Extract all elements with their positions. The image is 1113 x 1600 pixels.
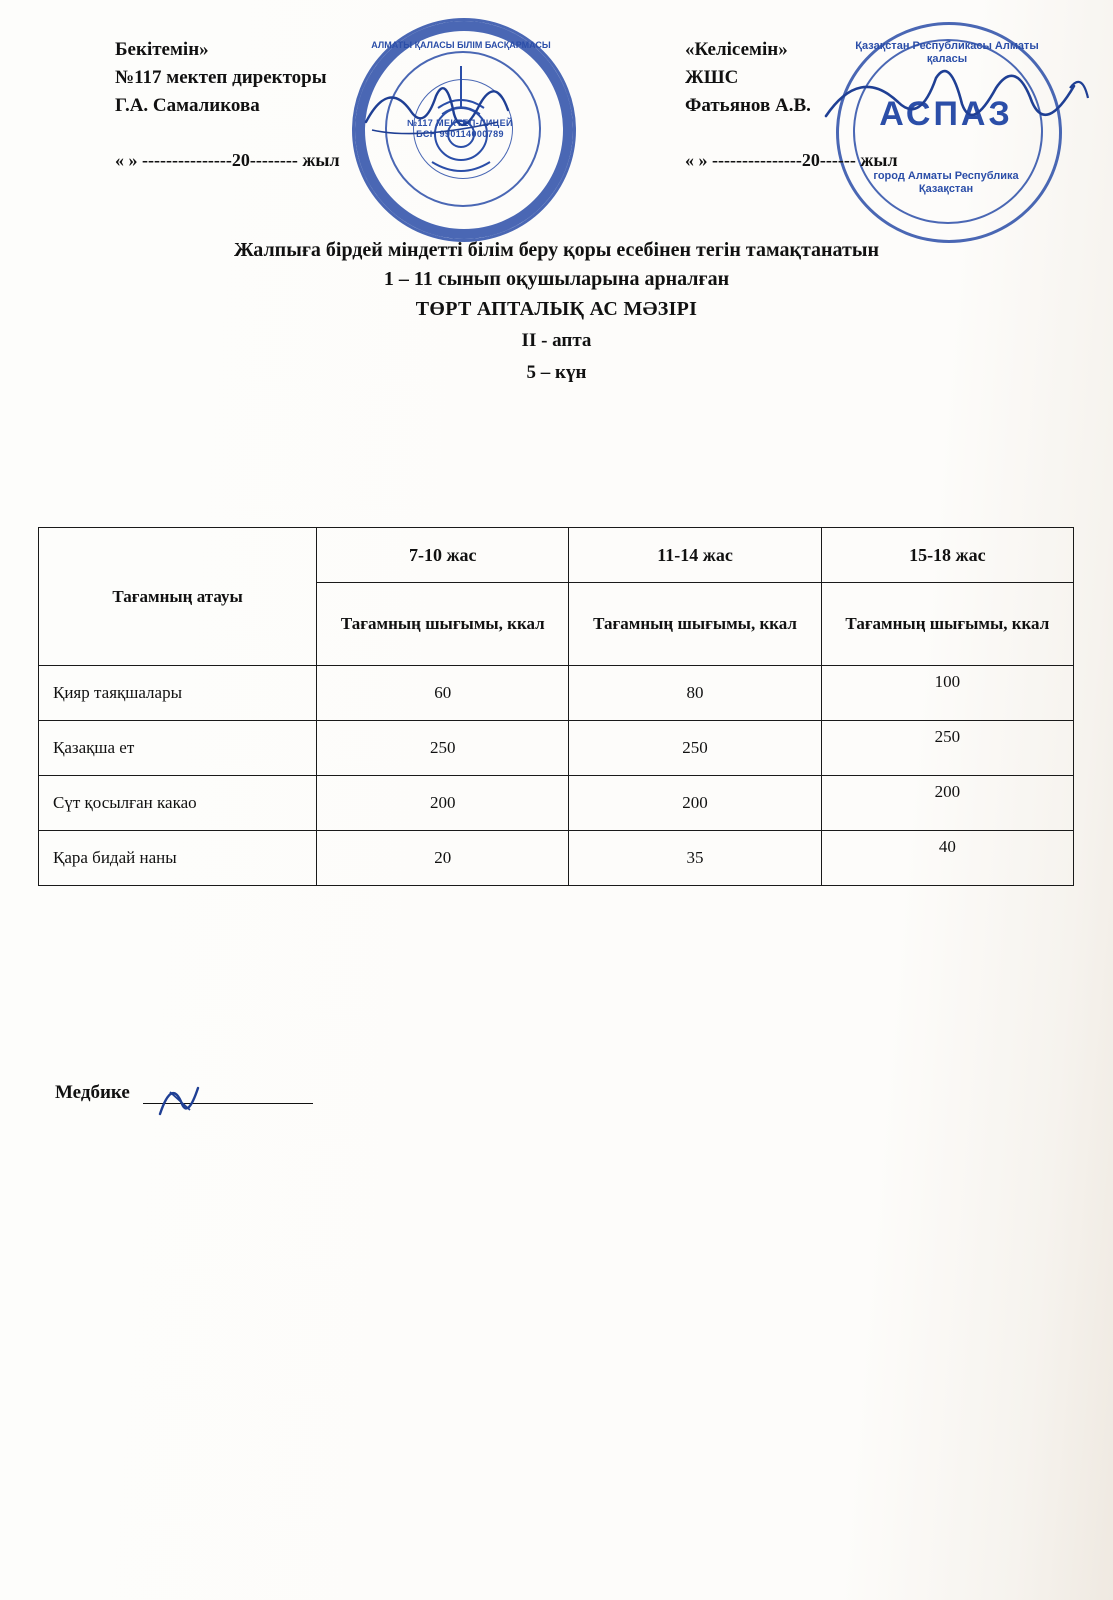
director-date-line: « » ---------------20-------- жыл <box>115 150 340 170</box>
header-yield-11-14: Тағамның шығымы, ккал <box>569 583 821 666</box>
dish-value-15-18: 40 <box>821 831 1073 886</box>
dish-value-15-18: 100 <box>821 666 1073 721</box>
title-line-1: Жалпыға бірдей міндетті білім беру қоры есебінен тегін тамақтанатын <box>234 239 879 261</box>
nurse-signature-block <box>55 1082 313 1104</box>
dish-value-11-14: 35 <box>569 831 821 886</box>
dish-name: Қара бидай наны <box>39 831 317 886</box>
director-name: Г.А. Самаликова <box>115 95 260 116</box>
school-stamp-center-text: №117 МЕКТЕП-ЛИЦЕЙ БСН 990114000789 <box>407 118 513 139</box>
company-representative-name: Фатьянов А.В. <box>685 95 811 116</box>
header-age-7-10: 7-10 жас <box>317 528 569 583</box>
dish-name: Сүт қосылған какао <box>39 776 317 831</box>
table-row <box>39 831 1074 886</box>
title-line-3: ТӨРТ АПТАЛЫҚ АС МӘЗІРІ <box>415 298 698 320</box>
company-stamp-top-text: Қазақстан Республикасы Алматы қаласы <box>855 40 1039 65</box>
director-approval-word: Бекітемін» <box>115 39 209 60</box>
header-age-11-14: 11-14 жас <box>569 528 821 583</box>
dish-value-11-14: 250 <box>569 721 821 776</box>
director-school-line: №117 мектеп директоры <box>115 67 327 88</box>
school-stamp-top-text: АЛМАТЫ ҚАЛАСЫ БІЛІМ БАСҚАРМАСЫ <box>371 40 551 50</box>
company-stamp-center-text: АСПАЗ <box>879 95 1013 133</box>
dish-name: Қияр таяқшалары <box>39 666 317 721</box>
dish-value-7-10: 250 <box>317 721 569 776</box>
header-dish-name: Тағамның атауы <box>39 528 317 666</box>
nurse-label: Медбике <box>55 1082 130 1103</box>
company-approval-block <box>685 36 811 120</box>
dish-value-15-18: 250 <box>821 721 1073 776</box>
company-stamp-sub-text: город Алматы Республика Қазақстан <box>873 170 1019 195</box>
company-type: ЖШС <box>685 67 739 88</box>
director-approval-block <box>115 36 327 120</box>
header-yield-15-18: Тағамның шығымы, ккал <box>821 583 1073 666</box>
dish-value-11-14: 80 <box>569 666 821 721</box>
header-yield-7-10: Тағамның шығымы, ккал <box>317 583 569 666</box>
dish-value-7-10: 20 <box>317 831 569 886</box>
nurse-signature-line <box>143 1087 313 1104</box>
dish-value-7-10: 200 <box>317 776 569 831</box>
company-date-line: « » ---------------20------ жыл <box>685 150 898 170</box>
header-age-15-18: 15-18 жас <box>821 528 1073 583</box>
title-week: II - апта <box>521 330 592 351</box>
dish-name: Қазақша ет <box>39 721 317 776</box>
menu-table <box>38 527 1074 886</box>
title-day: 5 – күн <box>526 362 587 383</box>
table-row <box>39 666 1074 721</box>
company-approval-word: «Келісемін» <box>685 39 788 60</box>
document-title-block <box>0 236 1113 388</box>
title-line-2: 1 – 11 сынып оқушыларына арналған <box>383 268 730 290</box>
dish-value-7-10: 60 <box>317 666 569 721</box>
dish-value-15-18: 200 <box>821 776 1073 831</box>
table-header-row-age <box>39 528 1074 583</box>
table-row <box>39 776 1074 831</box>
table-row <box>39 721 1074 776</box>
dish-value-11-14: 200 <box>569 776 821 831</box>
